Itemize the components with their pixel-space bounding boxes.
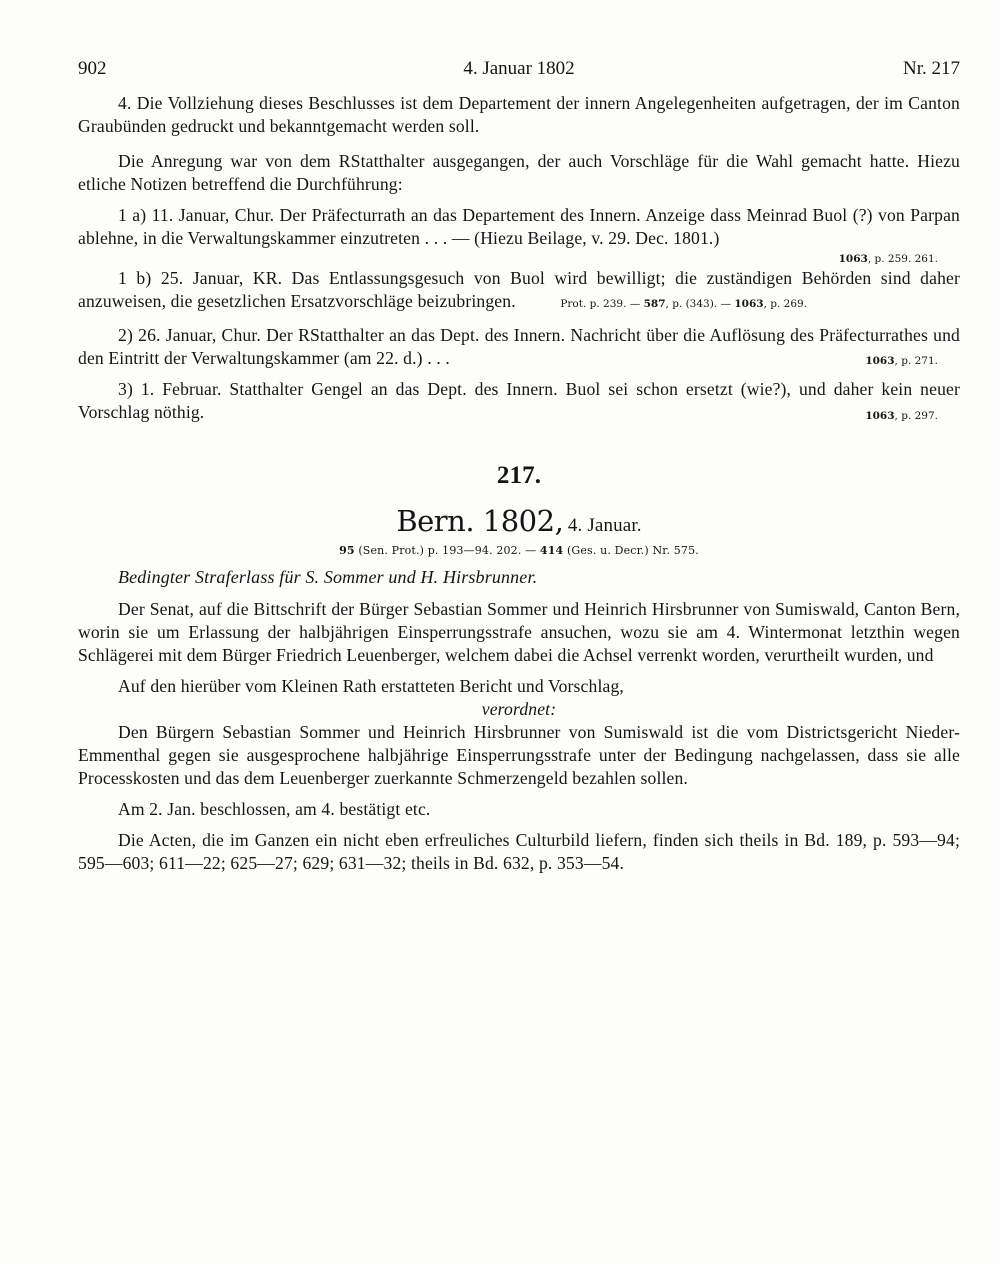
document-city-year: Bern. 1802, bbox=[396, 504, 564, 538]
note-1a: 1 a) 11. Januar, Chur. Der Präfecturrath an das Departement des Innern. Anzeige dass Meinrad Buol (?) von Parpan ablehne, in die Verwaltungskammer einzutreten . . . — (Hiezu Beilage, v. 29. Dec. 1801.) bbox=[78, 205, 960, 248]
paragraph-beschlossen: Am 2. Jan. beschlossen, am 4. bestätigt etc. bbox=[118, 799, 431, 819]
reference-note-1a: 1063, p. 259. 261. bbox=[838, 253, 938, 265]
paragraph-acten: Die Acten, die im Ganzen ein nicht eben erfreuliches Culturbild liefern, finden sich theils in Bd. 189, p. 593—94; 595—603; 611—22; 625—27; 629; 631—32; theils in Bd. 632, p. 353—54. bbox=[78, 830, 960, 873]
page-number: 902 bbox=[78, 58, 107, 79]
note-1b: 1 b) 25. Januar, KR. Das Entlassungsgesuch von Buol wird bewilligt; die zuständigen Behörden sind daher anzuweisen, die gesetzlichen Ersatzvorschläge beizubringen. Prot. p. 239. — 587, p. (343). — 1063, p. 269. bbox=[78, 268, 960, 311]
running-doc-number: Nr. 217 bbox=[903, 58, 960, 79]
paragraph-vollziehung: 4. Die Vollziehung dieses Beschlusses ist dem Departement der innern Angelegenheiten aufgetragen, der im Canton Graubünden gedruckt und bekanntgemacht werden soll. bbox=[78, 93, 960, 136]
reference-note-3: 1063, p. 297. bbox=[865, 410, 938, 422]
page-header bbox=[78, 58, 960, 86]
document-sources: 95 (Sen. Prot.) p. 193—94. 202. — 414 (Ges. u. Decr.) Nr. 575. bbox=[339, 544, 699, 557]
verordnet-heading: verordnet: bbox=[481, 699, 557, 719]
reference-note-2: 1063, p. 271. bbox=[865, 355, 938, 367]
document-date: 4. Januar. bbox=[567, 515, 642, 536]
paragraph-senat: Der Senat, auf die Bittschrift der Bürger Sebastian Sommer und Heinrich Hirsbrunner von Sumiswald, Canton Bern, worin sie um Erlassung der halbjährigen Einsperrungsstrafe ansuchen, wozu sie am 4. Wintermonat letzthin wegen Schlägerei mit dem Bürger Friedrich Leuenberger, welchem dabei die Achsel verrenkt worden, verurtheilt wurden, und bbox=[78, 599, 960, 665]
paragraph-bericht: Auf den hierüber vom Kleinen Rath erstatteten Bericht und Vorschlag, bbox=[118, 676, 624, 696]
document-subject: Bedingter Straferlass für S. Sommer und H. Hirsbrunner. bbox=[118, 567, 538, 587]
document-number: 217. bbox=[496, 462, 542, 489]
page-body bbox=[78, 92, 960, 875]
note-2: 2) 26. Januar, Chur. Der RStatthalter an das Dept. des Innern. Nachricht über die Auflösung des Präfecturrathes und den Eintritt der Verwaltungskammer (am 22. d.) . . . 1063, p. 271. bbox=[78, 324, 960, 370]
running-date: 4. Januar 1802 bbox=[463, 58, 575, 79]
note-3: 3) 1. Februar. Statthalter Gengel an das Dept. des Innern. Buol sei schon ersetzt (wie?), und daher kein neuer Vorschlag nöthig. bbox=[78, 379, 960, 422]
reference-note-1b: Prot. p. 239. — 587, p. (343). — 1063, p. 269. bbox=[560, 298, 808, 310]
document-place-date bbox=[78, 504, 960, 543]
paragraph-verordnung: Den Bürgern Sebastian Sommer und Heinrich Hirsbrunner von Sumiswald ist die vom Districtsgericht Nieder-Emmenthal gegen sie ausgesprochene halbjährige Einsperrungsstrafe unter der Bedingung nachgelassen, dass sie alle Processkosten und das dem Leuenberger zuerkannte Schmerzengeld bezahlen sollen. bbox=[78, 722, 960, 788]
paragraph-anregung: Die Anregung war von dem RStatthalter ausgegangen, der auch Vorschläge für die Wahl gemacht hatte. Hiezu etliche Notizen betreffend die Durchführung: bbox=[78, 151, 960, 194]
